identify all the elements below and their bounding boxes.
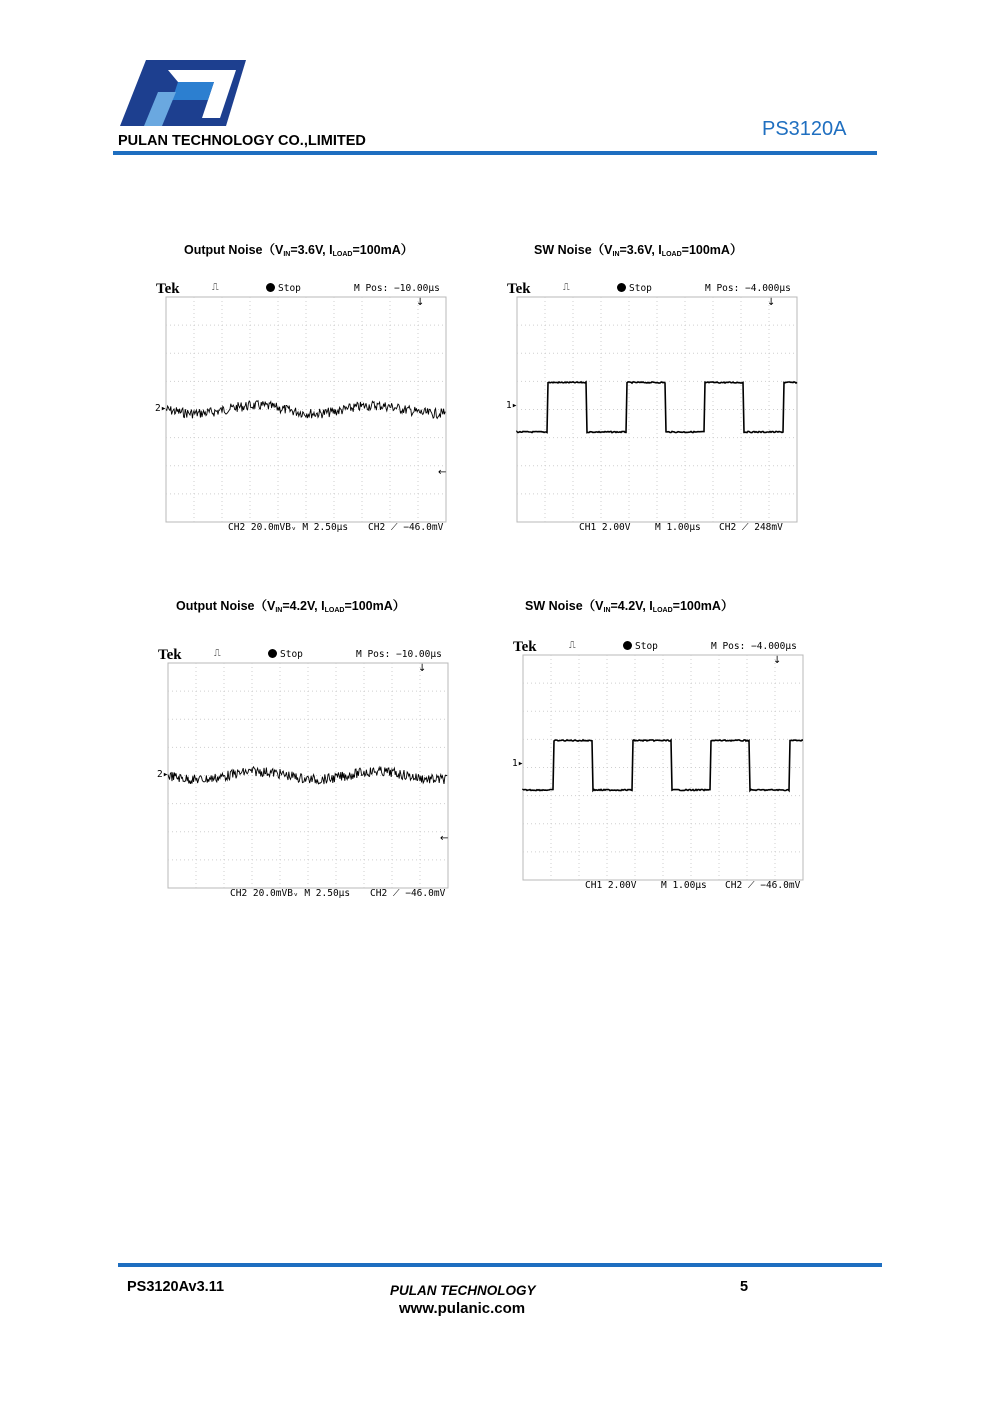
trigger-readout: CH2 ⟋ −46.0mV: [370, 888, 446, 899]
scope-brand: Tek: [513, 639, 537, 655]
caption-output-noise-3v6: Output $Noise(V_{IN}=3.6V$, $I_{LOAD}=100mA$）: [184, 243, 414, 258]
channel-marker: 1▸: [506, 400, 518, 412]
scope-brand: Tek: [156, 281, 180, 297]
scope-sw-noise-3v6: [505, 280, 805, 545]
status-label: Stop: [278, 283, 301, 294]
company-name: PULAN TECHNOLOGY CO.,LIMITED: [118, 133, 366, 149]
channel-marker: 1▸: [512, 758, 524, 770]
trigger-readout: CH2 ⟋ 248mV: [719, 522, 783, 533]
channel-marker: 2▸: [155, 402, 167, 414]
trigger-position-arrow-icon: ↓: [773, 655, 782, 666]
scope-brand: Tek: [158, 647, 182, 663]
footer-company: PULAN TECHNOLOGY: [390, 1283, 536, 1298]
trigger-level-arrow-icon: ←: [438, 466, 447, 478]
scope-brand: Tek: [507, 281, 531, 297]
trigger-pulse-icon: ⎍: [214, 648, 221, 659]
channel-scale-readout: CH2 20.0mVBᵥ M 2.50µs: [228, 522, 349, 533]
channel-scale-readout: CH1 2.00V: [579, 522, 631, 533]
scope-output-noise-4v2: [156, 646, 456, 911]
footer-version: PS3120Av3.11: [127, 1279, 225, 1295]
timebase-readout: M 1.00µs: [661, 880, 707, 891]
scope-sw-noise-4v2: [511, 638, 811, 903]
trigger-position-arrow-icon: ↓: [418, 663, 427, 674]
status-label: Stop: [280, 649, 303, 660]
caption-sw-noise-3v6: SW $Noise(V_{IN}=3.6V$, $I_{LOAD}=100mA$）: [534, 243, 743, 258]
scope-graticule: [505, 280, 805, 545]
trigger-readout: CH2 ⟋ −46.0mV: [368, 522, 444, 533]
part-number: PS3120A: [762, 118, 847, 140]
caption-output-noise-4v2: Output $Noise(V_{IN}=4.2V$, $I_{LOAD}=100mA$）: [176, 599, 406, 614]
m-pos-readout: M Pos: −10.00µs: [356, 649, 442, 660]
status-label: Stop: [629, 283, 652, 294]
scope-graticule: [154, 280, 454, 545]
channel-scale-readout: CH1 2.00V: [585, 880, 637, 891]
trigger-pulse-icon: ⎍: [563, 282, 570, 293]
m-pos-readout: M Pos: −4.000µs: [705, 283, 791, 294]
footer-rule: [118, 1263, 882, 1267]
trigger-position-arrow-icon: ↓: [416, 297, 425, 308]
channel-marker: 2▸: [157, 768, 169, 780]
trigger-pulse-icon: ⎍: [212, 282, 219, 293]
caption-sw-noise-4v2: SW $Noise(V_{IN}=4.2V$, $I_{LOAD}=100mA$）: [525, 599, 734, 614]
trigger-pulse-icon: ⎍: [569, 640, 576, 651]
header-rule: [113, 151, 877, 155]
timebase-readout: M 1.00µs: [655, 522, 701, 533]
trigger-position-arrow-icon: ↓: [767, 297, 776, 308]
footer-website: www.pulanic.com: [399, 1300, 526, 1317]
m-pos-readout: M Pos: −10.00µs: [354, 283, 440, 294]
page-number: 5: [740, 1279, 749, 1295]
scope-graticule: [156, 646, 456, 911]
scope-output-noise-3v6: [154, 280, 454, 545]
company-logo: [118, 52, 248, 132]
m-pos-readout: M Pos: −4.000µs: [711, 641, 797, 652]
trigger-level-arrow-icon: ←: [440, 832, 449, 844]
status-label: Stop: [635, 641, 658, 652]
channel-scale-readout: CH2 20.0mVBᵥ M 2.50µs: [230, 888, 351, 899]
scope-graticule: [511, 638, 811, 903]
trigger-readout: CH2 ⟋ −46.0mV: [725, 880, 801, 891]
